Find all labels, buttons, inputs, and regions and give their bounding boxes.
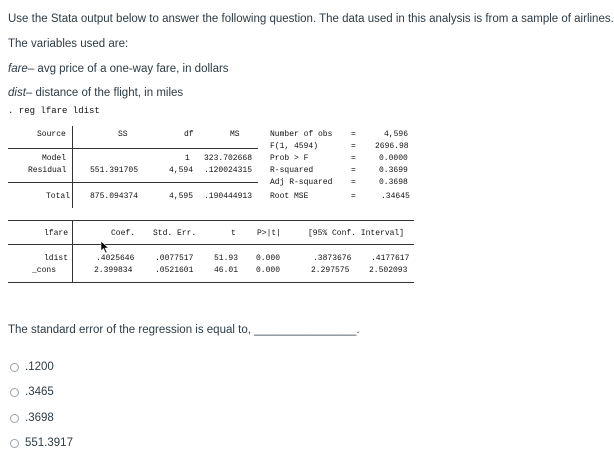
anova-row-model-source: Model	[42, 154, 67, 163]
anova-row-total-ms: .190444913	[204, 192, 253, 201]
anova-row-residual-df: 4,594	[169, 166, 194, 175]
coef-row-cons-t: 46.01	[214, 266, 239, 275]
variable-dist-name: dist	[8, 87, 26, 99]
option-3[interactable]	[10, 411, 54, 425]
question-text: The standard error of the regression is equal to, ________________.	[8, 324, 360, 336]
stata-command: . reg lfare ldist	[8, 106, 100, 116]
coef-divider-vertical	[72, 220, 73, 282]
stat-rootmse-value: .34645	[381, 192, 410, 201]
stat-rootmse-eq: =	[351, 192, 356, 201]
coef-row-ldist-se: .0077517	[155, 254, 194, 263]
mouse-pointer-icon	[100, 240, 110, 254]
stat-r2-eq: =	[351, 166, 356, 175]
coef-row-cons-p: 0.000	[256, 266, 281, 275]
variable-dist-desc: – distance of the flight, in miles	[25, 87, 184, 99]
coef-header-depvar: lfare	[44, 229, 69, 238]
anova-row-model-df: 1	[185, 154, 190, 163]
anova-row-total-df: 4,595	[169, 192, 194, 201]
intro-text: Use the Stata output below to answer the following question. The data used in this analysis is from a sample of airlines.	[8, 13, 614, 25]
coef-header-ci: [95% Conf. Interval]	[308, 229, 405, 238]
stat-adjr2-value: 0.3698	[379, 178, 408, 187]
option-4-label: 551.3917	[25, 437, 73, 449]
anova-row-model-ms: 323.702668	[204, 154, 253, 163]
coef-row-cons-coef: 2.399834	[94, 266, 133, 275]
anova-row-residual-source: Residual	[28, 166, 67, 175]
anova-row-residual-ss: 551.391705	[90, 166, 139, 175]
coef-row-ldist-t: 51.93	[214, 254, 239, 263]
stat-rootmse-label: Root MSE	[270, 192, 309, 201]
stat-r2-label: R-squared	[270, 166, 314, 175]
anova-rule-mid	[8, 182, 258, 183]
anova-divider-vertical	[72, 126, 73, 208]
stat-probf-value: 0.0000	[379, 154, 408, 163]
stat-f-eq: =	[351, 142, 356, 151]
anova-row-total-source: Total	[46, 192, 71, 201]
stata-output	[8, 116, 414, 276]
anova-header-ss: SS	[118, 130, 128, 139]
option-3-label: .3698	[25, 412, 54, 424]
coef-rule-bottom	[8, 282, 414, 283]
coef-row-cons-cilow: 2.297575	[311, 266, 350, 275]
radio-button[interactable]	[10, 363, 19, 372]
variable-dist	[8, 86, 183, 100]
stat-nobs-eq: =	[351, 130, 356, 139]
coef-rule-top	[8, 220, 414, 221]
coef-row-ldist-coef: .4025646	[96, 254, 135, 263]
radio-button[interactable]	[10, 388, 19, 397]
option-2-label: .3465	[25, 386, 54, 398]
coef-row-ldist-cilow: .3873676	[313, 254, 352, 263]
stat-r2-value: 0.3699	[379, 166, 408, 175]
coef-header-p: P>|t|	[257, 229, 282, 238]
option-2[interactable]	[10, 385, 54, 399]
radio-button[interactable]	[10, 439, 19, 448]
coef-header-stderr: Std. Err.	[153, 229, 197, 238]
stat-nobs-value: 4,596	[384, 130, 409, 139]
anova-row-total-ss: 875.094374	[90, 192, 139, 201]
stat-nobs-label: Number of obs	[270, 130, 333, 139]
coef-row-ldist-name: ldist	[44, 254, 69, 263]
coef-row-ldist-cihigh: .4177617	[371, 254, 410, 263]
radio-button[interactable]	[10, 414, 19, 423]
stat-probf-eq: =	[351, 154, 356, 163]
option-1[interactable]	[10, 360, 54, 374]
coef-header-coef: Coef.	[111, 229, 136, 238]
anova-row-residual-ms: .120024315	[204, 166, 253, 175]
coef-row-ldist-p: 0.000	[256, 254, 281, 263]
stat-adjr2-eq: =	[351, 178, 356, 187]
anova-rule-top	[8, 148, 258, 149]
anova-header-ms: MS	[230, 130, 240, 139]
variable-fare-desc: – avg price of a one-way fare, in dollars	[27, 63, 229, 75]
coef-rule-mid	[8, 244, 414, 245]
coef-row-cons-name: _cons	[32, 266, 57, 275]
stat-adjr2-label: Adj R-squared	[270, 178, 333, 187]
coef-header-t: t	[231, 229, 236, 238]
option-4[interactable]	[10, 436, 73, 450]
stat-probf-label: Prob > F	[270, 154, 309, 163]
stat-f-value: 2696.98	[375, 142, 409, 151]
variable-fare-name: fare	[8, 63, 28, 75]
anova-header-df: df	[184, 130, 194, 139]
stat-f-label: F(1, 4594)	[270, 142, 319, 151]
anova-header-source: Source	[37, 130, 66, 139]
coef-row-cons-se: .0521601	[155, 266, 194, 275]
coef-row-cons-cihigh: 2.502093	[369, 266, 408, 275]
variable-fare	[8, 62, 229, 76]
option-1-label: .1200	[25, 361, 54, 373]
variables-heading: The variables used are:	[8, 38, 129, 50]
